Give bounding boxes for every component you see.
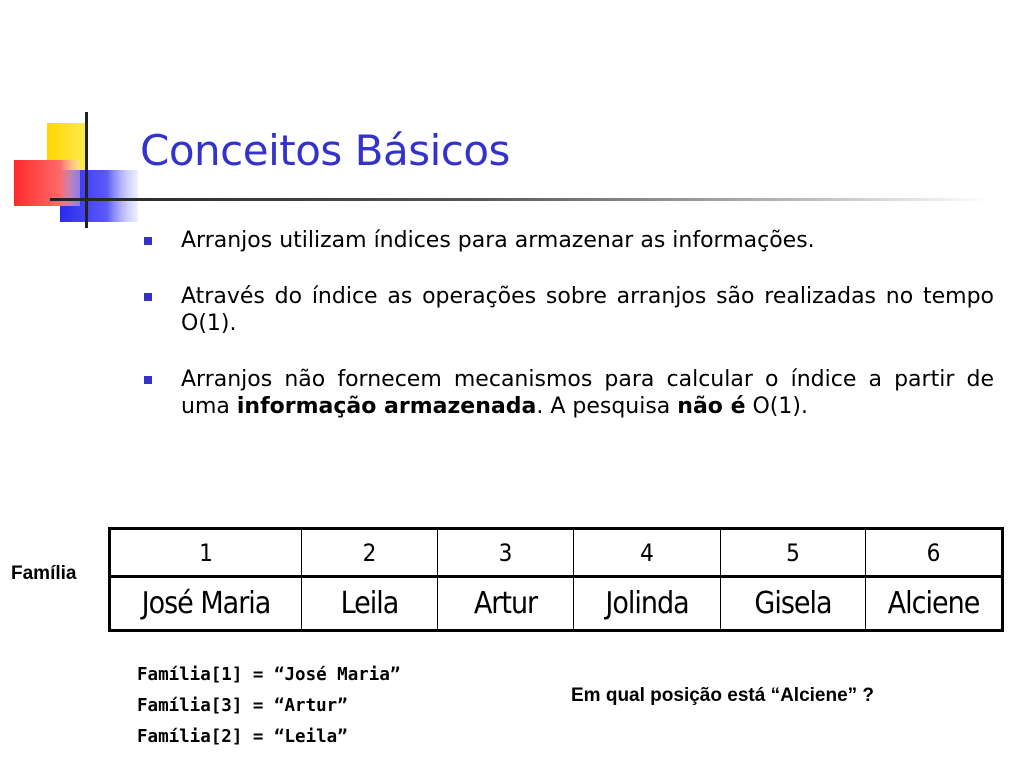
value-cell: Gisela — [721, 577, 866, 631]
index-cell: 1 — [110, 529, 302, 577]
slide-title: Conceitos Básicos — [140, 126, 510, 175]
index-row — [110, 529, 1003, 577]
bullet-square-icon — [144, 237, 152, 245]
array-table — [108, 527, 1004, 632]
title-underline — [50, 198, 990, 201]
value-cell: Leila — [302, 577, 438, 631]
bullet-item — [142, 227, 994, 254]
code-line: Família[2] = “Leila” — [137, 727, 348, 747]
index-cell: 2 — [302, 529, 438, 577]
value-cell: Jolinda — [574, 577, 721, 631]
array-name-label: Família — [11, 563, 77, 584]
bullet-text: Arranjos utilizam índices para armazenar as informações. — [181, 228, 815, 253]
logo-vertical-line — [85, 112, 88, 228]
bullet-item — [142, 283, 994, 337]
bullet-text: Através do índice as operações sobre arranjos são realizadas no tempo O(1). — [181, 284, 994, 336]
code-line: Família[3] = “Artur” — [137, 696, 348, 716]
value-row — [110, 577, 1003, 631]
value-cell: Alciene — [866, 577, 1003, 631]
slide-logo-decoration — [0, 0, 140, 240]
bullet-square-icon — [144, 293, 152, 301]
bullet-item — [142, 366, 994, 420]
bullet-list — [142, 227, 994, 449]
bullet-text: Arranjos não fornecem mecanismos para calcular o índice a partir de uma informação armazenada. A pesquisa não é O(1). — [181, 367, 994, 419]
code-line: Família[1] = “José Maria” — [137, 665, 401, 685]
code-example — [137, 660, 400, 753]
index-cell: 4 — [574, 529, 721, 577]
bullet-square-icon — [144, 376, 152, 384]
question-text: Em qual posição está “Alciene” ? — [571, 685, 875, 706]
index-cell: 5 — [721, 529, 866, 577]
value-cell: Artur — [438, 577, 574, 631]
value-cell: José Maria — [110, 577, 302, 631]
index-cell: 3 — [438, 529, 574, 577]
index-cell: 6 — [866, 529, 1003, 577]
